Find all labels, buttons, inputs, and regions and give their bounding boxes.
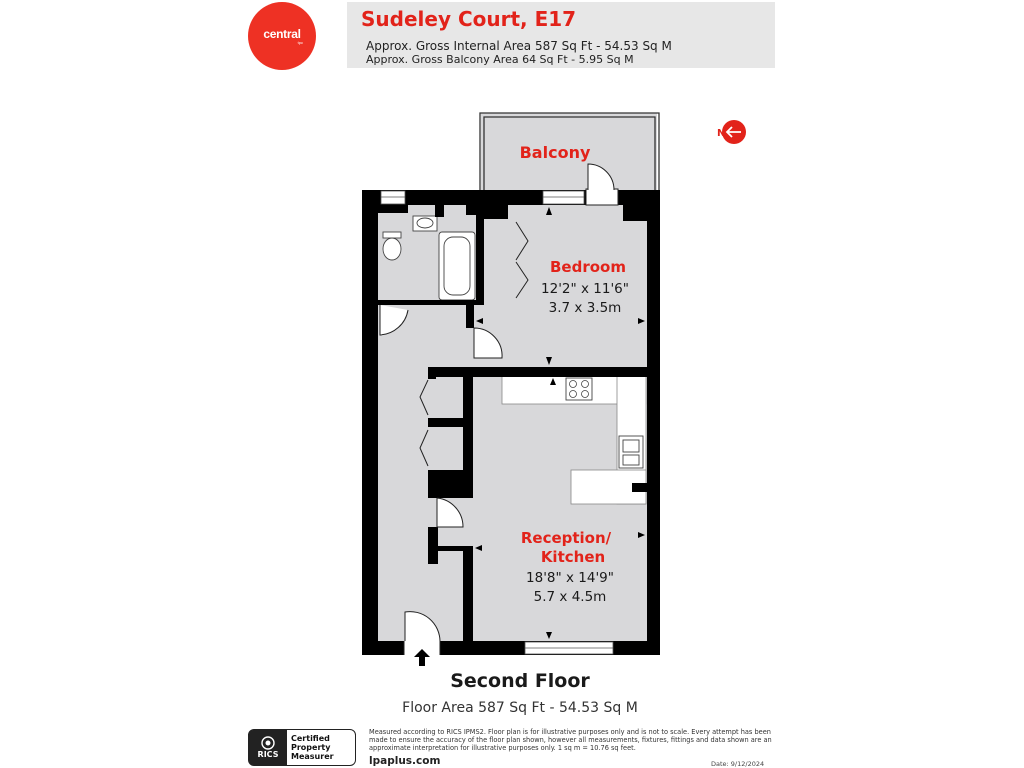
bedroom-window [543,191,584,204]
cupboard-divider [428,418,473,427]
compass-north-label: N [717,128,726,139]
hob-outline [566,378,592,400]
bedroom-label: Bedroom [550,258,626,276]
balcony-label: Balcony [519,143,591,162]
balcony-area-text: Approx. Gross Balcony Area 64 Sq Ft - 5.95 Sq M [366,53,634,66]
bathtub-inner [444,237,470,295]
rics-emblem-icon [261,736,275,750]
reception-imperial: 18'8" x 14'9" [526,570,614,586]
corridor-wall-lower [463,546,473,641]
bathroom-window [381,191,405,204]
internal-area-text: Approx. Gross Internal Area 587 Sq Ft - 54.53 Sq M [366,39,672,53]
reception-metric: 5.7 x 4.5m [533,589,607,605]
plan-date: Date: 9/12/2024 [711,760,765,768]
sink-drainer [623,455,639,465]
wall-bottom-left [362,641,404,655]
bath-bed-partition [476,205,484,305]
disclaimer-text: Measured according to RICS IPMS2. Floor plan is for illustrative purposes only and is not to scale. Every attempt has been made to ensure the accuracy of the floor plan shown, however all measurements, fixtures, fittings and data shown are an approximate interpretation for illustrative purposes only. 1 sq m = 10.76 sq feet. [369,728,772,752]
wall-stub [428,527,438,564]
rics-certified-text [287,730,355,765]
balcony-door-opening [586,189,618,205]
sink-bowl [623,440,639,452]
toilet-bowl [383,238,401,260]
wall-corner [378,205,408,213]
rics-logo [249,730,287,765]
wall-stub [435,205,444,217]
badge-line3: Measurer [291,752,334,761]
wall-left [362,190,378,655]
property-title: Sudeley Court, E17 [361,7,577,31]
bedroom-wall-nib [484,205,508,219]
rics-badge [248,729,356,766]
badge-line1: Certified [291,734,330,743]
wall-right [647,190,660,655]
entrance-arrow [414,649,430,666]
bedroom-metric: 3.7 x 3.5m [548,300,622,316]
cupboard-base [428,470,473,498]
bedroom-wall-nib [623,205,647,221]
kitchen-bedroom-wall [428,367,647,377]
basin-bowl [417,218,433,228]
website-link[interactable]: lpaplus.com [369,755,441,767]
floor-area-text: Floor Area 587 Sq Ft - 54.53 Sq M [402,700,638,716]
toilet-cistern [383,232,401,238]
rics-org-text: RICS [257,750,279,759]
badge-line2: Property [291,743,331,752]
kitchen-sink [619,436,643,468]
logo-brand-text: central [263,26,301,41]
compass-icon [717,120,746,144]
reception-label-line1: Reception/ [520,529,612,547]
wall-stub [428,367,436,379]
reception-label-line2: Kitchen [540,548,606,566]
bathroom-wall-stub [466,300,474,328]
logo-sub-text: tpc [297,39,303,45]
bedroom-imperial: 12'2" x 11'6" [541,281,629,297]
wall-stub [632,483,647,492]
floor-title: Second Floor [450,670,590,692]
hob [566,378,592,400]
